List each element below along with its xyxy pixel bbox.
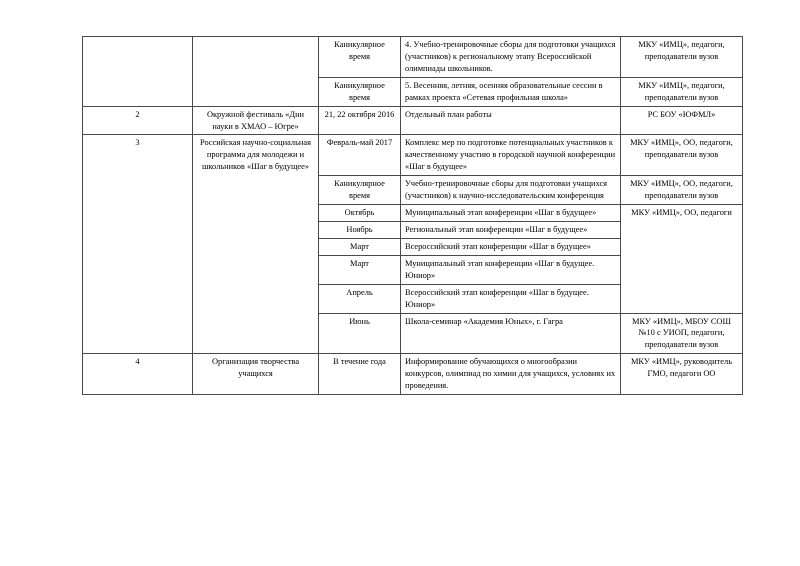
content-cell: Информирование обучающихся о многообразии конкурсов, олимпиад по химии для учащихся, условиях их проведения. bbox=[401, 354, 621, 395]
activity-cell: Окружной фестиваль «Дни науки в ХМАО – Югре» bbox=[193, 106, 319, 135]
table-row bbox=[83, 106, 743, 135]
period-cell: Февраль-май 2017 bbox=[319, 135, 401, 176]
responsible-cell: МКУ «ИМЦ», руководитель ГМО, педагоги ОО bbox=[621, 354, 743, 395]
table-row bbox=[83, 354, 743, 395]
responsible-cell: МКУ «ИМЦ», МБОУ СОШ №10 с УИОП, педагоги, преподаватели вузов bbox=[621, 313, 743, 354]
period-cell: Октябрь bbox=[319, 205, 401, 222]
responsible-cell: МКУ «ИМЦ», педагоги, преподаватели вузов bbox=[621, 37, 743, 78]
table-row bbox=[83, 37, 743, 78]
period-cell: Каникулярное время bbox=[319, 176, 401, 205]
table-row bbox=[83, 135, 743, 176]
period-cell: Каникулярное время bbox=[319, 77, 401, 106]
content-cell: Муниципальный этап конференции «Шаг в будущее» bbox=[401, 205, 621, 222]
responsible-cell: РС БОУ «ЮФМЛ» bbox=[621, 106, 743, 135]
responsible-cell: МКУ «ИМЦ», педагоги, преподаватели вузов bbox=[621, 77, 743, 106]
responsible-cell: МКУ «ИМЦ», ОО, педагоги, преподаватели вузов bbox=[621, 135, 743, 176]
period-cell: Апрель bbox=[319, 284, 401, 313]
activity-plan-table bbox=[82, 36, 743, 395]
content-cell: Школа-семинар «Академия Юных», г. Гагра bbox=[401, 313, 621, 354]
content-cell: Комплекс мер по подготовке потенциальных участников к качественному участию в городской научной конференции «Шаг в будущее» bbox=[401, 135, 621, 176]
period-cell: Март bbox=[319, 255, 401, 284]
period-cell: 21, 22 октября 2016 bbox=[319, 106, 401, 135]
content-cell: Отдельный план работы bbox=[401, 106, 621, 135]
content-cell: Муниципальный этап конференции «Шаг в будущее. Юниор» bbox=[401, 255, 621, 284]
period-cell: Каникулярное время bbox=[319, 37, 401, 78]
content-cell: Учебно-тренировочные сборы для подготовки учащихся (участников) к научно-исследовательским конференция bbox=[401, 176, 621, 205]
activity-cell: Российская научно-социальная программа для молодежи и школьников «Шаг в будущее» bbox=[193, 135, 319, 354]
content-cell: 4. Учебно-тренировочные сборы для подготовки учащихся (участников) к региональному этапу Всероссийской олимпиады школьников. bbox=[401, 37, 621, 78]
responsible-cell: МКУ «ИМЦ», ОО, педагоги bbox=[621, 205, 743, 313]
period-cell: Март bbox=[319, 238, 401, 255]
content-cell: 5. Весенняя, летняя, осенняя образовательные сессии в рамках проекта «Сетевая профильная школа» bbox=[401, 77, 621, 106]
responsible-cell: МКУ «ИМЦ», ОО, педагоги, преподаватели вузов bbox=[621, 176, 743, 205]
activity-cell: Организация творчества учащихся bbox=[193, 354, 319, 395]
content-cell: Всероссийский этап конференции «Шаг в будущее. Юниор» bbox=[401, 284, 621, 313]
period-cell: Июнь bbox=[319, 313, 401, 354]
row-number-cell: 4 bbox=[83, 354, 193, 395]
row-number-cell bbox=[83, 37, 193, 107]
content-cell: Всероссийский этап конференции «Шаг в будущее» bbox=[401, 238, 621, 255]
row-number-cell: 3 bbox=[83, 135, 193, 354]
period-cell: Ноябрь bbox=[319, 221, 401, 238]
period-cell: В течение года bbox=[319, 354, 401, 395]
content-cell: Региональный этап конференции «Шаг в будущее» bbox=[401, 221, 621, 238]
row-number-cell: 2 bbox=[83, 106, 193, 135]
activity-cell bbox=[193, 37, 319, 107]
